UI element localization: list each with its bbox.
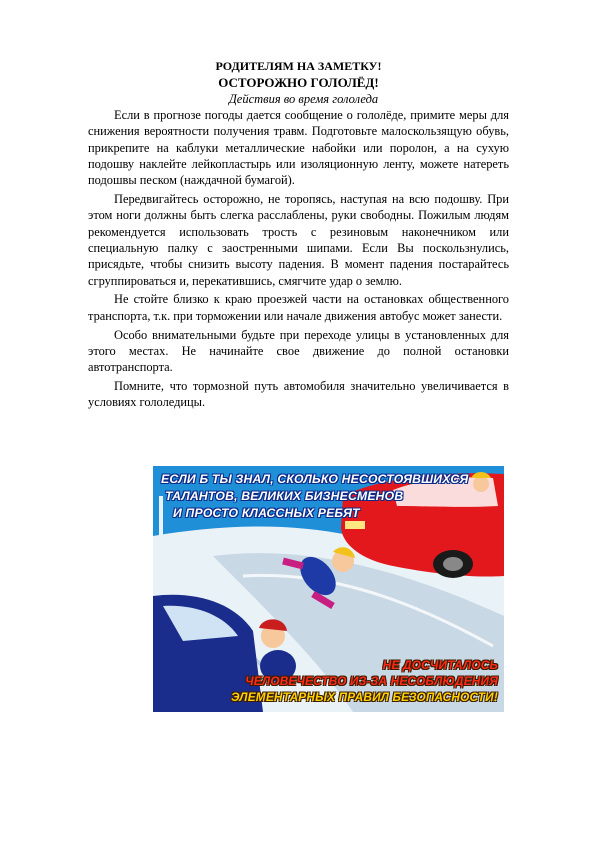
poster-top-line: ТАЛАНТОВ, ВЕЛИКИХ БИЗНЕСМЕНОВ (165, 489, 404, 503)
poster-bottom-caption (231, 657, 498, 705)
paragraph: Если в прогнозе погоды дается сообщение о гололёде, примите меры для снижения вероятности получения травм. Подготовьте малоскользящую обувь, прикрепите на каблуки металлические набойки или поролон, а на сухую подошву наклейте лейкопластырь или изоляционную ленту, можете натереть подошвы песком (наждачной бумагой). (88, 108, 509, 188)
poster-top-line: ЕСЛИ Б ТЫ ЗНАЛ, СКОЛЬКО НЕСОСТОЯВШИХСЯ (161, 472, 469, 486)
document-text (88, 58, 509, 413)
safety-poster (153, 466, 504, 712)
poster-top-caption (161, 471, 469, 522)
poster-top-line: И ПРОСТО КЛАССНЫХ РЕБЯТ (173, 506, 360, 520)
poster-bottom-line: НЕ ДОСЧИТАЛОСЬ (382, 658, 498, 672)
paragraph: Передвигайтесь осторожно, не торопясь, наступая на всю подошву. При этом ноги должны быть слегка расслаблены, руки свободны. Пожилым людям рекомендуется использовать трость с резиновым наконечником или специальную палку с заостренными шипами. Если Вы поскользнулись, присядьте, чтобы снизить высоту падения. В момент падения постарайтесь сгруппироваться и, перекатившись, смягчите удар о землю. (88, 192, 509, 288)
paragraph: Помните, что тормозной путь автомобиля значительно увеличивается в условиях гололедицы. (88, 379, 509, 410)
poster-bottom-line: ЧЕЛОВЕЧЕСТВО ИЗ-ЗА НЕСОБЛЮДЕНИЯ (245, 674, 498, 688)
paragraph: Не стойте близко к краю проезжей части на остановках общественного транспорта, т.к. при торможении или начале движения автобус может занести. (88, 292, 509, 323)
page-subtitle: ОСТОРОЖНО ГОЛОЛЁД! (218, 75, 379, 90)
page-title: РОДИТЕЛЯМ НА ЗАМЕТКУ! (215, 59, 382, 73)
section-heading: Действия во время гололеда (228, 92, 379, 106)
poster-bottom-line: ЭЛЕМЕНТАРНЫХ ПРАВИЛ БЕЗОПАСНОСТИ! (231, 690, 498, 704)
paragraph: Особо внимательными будьте при переходе улицы в установленных для этого местах. Не начинайте свое движение до полной остановки автотранспорта. (88, 327, 509, 375)
